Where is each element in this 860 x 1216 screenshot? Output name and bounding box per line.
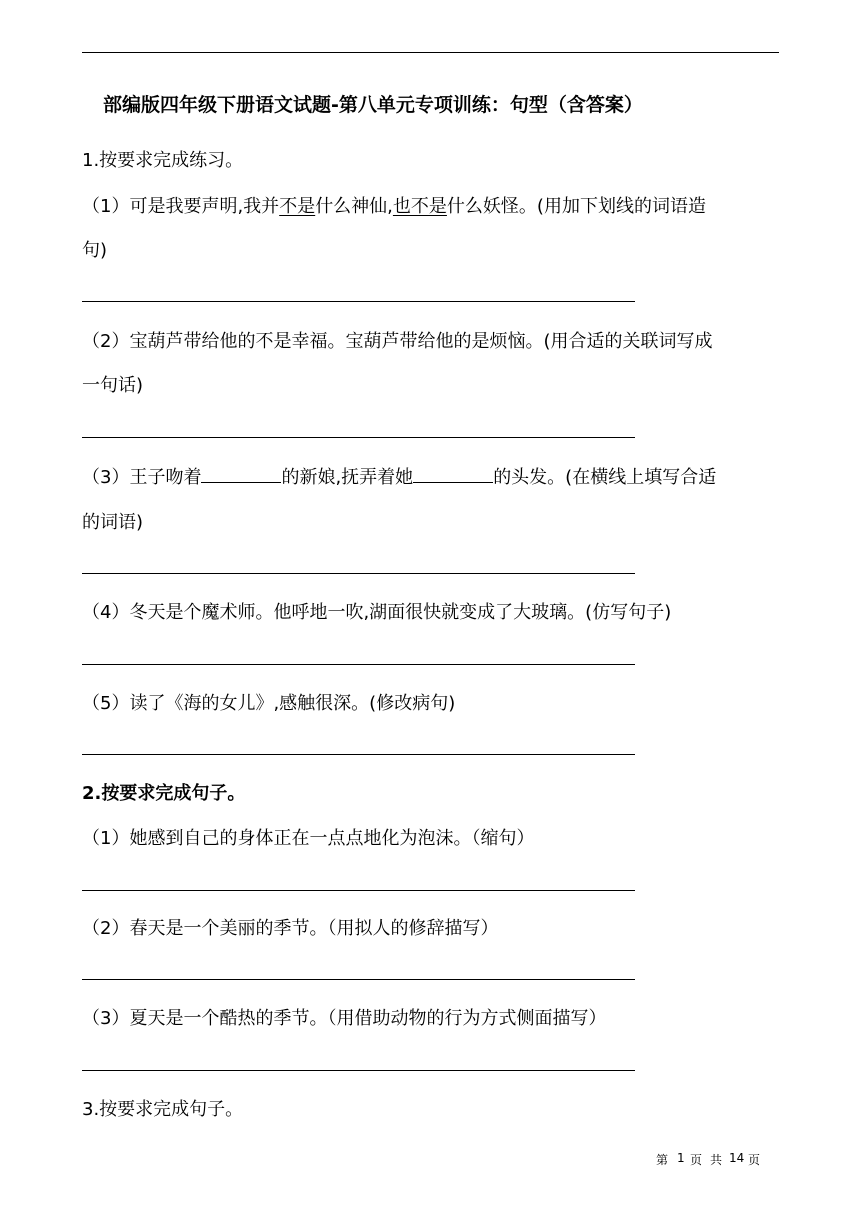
- question-1-3-wrap: 的词语): [82, 512, 144, 533]
- footer-di: 第: [656, 1153, 669, 1167]
- answer-line-2-1[interactable]: [82, 890, 635, 891]
- answer-line-1-2[interactable]: [82, 437, 635, 438]
- question-1-1: [82, 192, 706, 218]
- question-2-2: （2）春天是一个美丽的季节。（用拟人的修辞描写）: [82, 918, 499, 939]
- answer-line-1-4[interactable]: [82, 664, 635, 665]
- answer-line-1-3[interactable]: [82, 573, 635, 574]
- question-1-3-text-a: （3）王子吻着: [82, 467, 202, 488]
- question-1-3-text-c: 的头发。(在横线上填写合适: [493, 467, 717, 488]
- underlined-word-1: 不是: [279, 196, 316, 217]
- question-1-1-wrap: 句): [82, 240, 108, 261]
- section-2-heading: 2.按要求完成句子。: [82, 783, 246, 804]
- question-1-1-text-b: 什么神仙,: [315, 196, 393, 217]
- answer-line-1-1[interactable]: [82, 301, 635, 302]
- footer-page-number: 1: [677, 1151, 685, 1165]
- answer-line-1-5[interactable]: [82, 754, 635, 755]
- question-2-3: （3）夏天是一个酷热的季节。（用借助动物的行为方式侧面描写）: [82, 1008, 607, 1029]
- answer-line-2-3[interactable]: [82, 1070, 635, 1071]
- header-rule: [82, 52, 779, 53]
- underlined-word-2: 也不是: [392, 196, 447, 217]
- answer-line-2-2[interactable]: [82, 979, 635, 980]
- question-1-3-text-b: 的新娘,抚弄着她: [281, 467, 414, 488]
- footer-ye: 页: [690, 1153, 703, 1167]
- question-1-2-wrap: 一句话): [82, 375, 144, 396]
- question-1-1-text-c: 什么妖怪。(用加下划线的词语造: [446, 196, 706, 217]
- question-1-5: （5）读了《海的女儿》,感触很深。(修改病句): [82, 693, 456, 714]
- question-1-4: （4）冬天是个魔术师。他呼地一吹,湖面很快就变成了大玻璃。(仿写句子): [82, 602, 672, 623]
- question-2-1: （1）她感到自己的身体正在一点点地化为泡沫。（缩句）: [82, 828, 535, 849]
- footer-ye2: 页: [748, 1153, 761, 1167]
- question-1-1-text-a: （1）可是我要声明,我并: [82, 196, 280, 217]
- section-3-heading: 3.按要求完成句子。: [82, 1099, 244, 1120]
- question-1-3: [82, 463, 716, 489]
- section-1-heading: 1.按要求完成练习。: [82, 150, 244, 171]
- footer-total-pages: 14: [729, 1151, 745, 1165]
- footer-gong: 共: [710, 1153, 723, 1167]
- fill-blank-1[interactable]: [201, 481, 281, 483]
- fill-blank-2[interactable]: [413, 481, 493, 483]
- page-title: 部编版四年级下册语文试题-第八单元专项训练：句型（含答案）: [103, 94, 643, 116]
- question-1-2: （2）宝葫芦带给他的不是幸福。宝葫芦带给他的是烦恼。(用合适的关联词写成: [82, 331, 713, 352]
